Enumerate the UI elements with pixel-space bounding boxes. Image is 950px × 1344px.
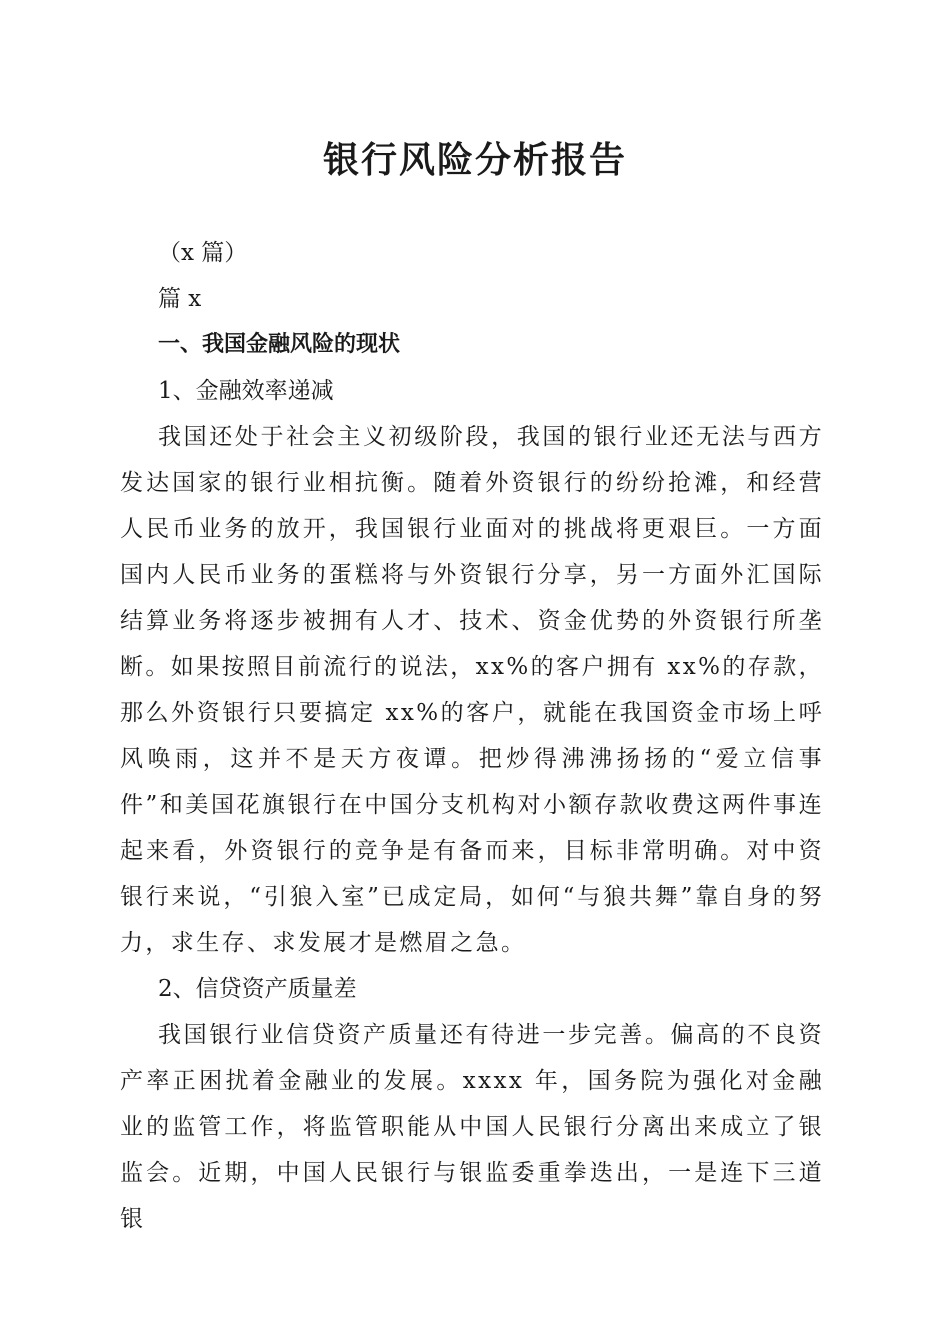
document-body bbox=[120, 230, 824, 1242]
item-heading-1: 1、金融效率递减 bbox=[158, 378, 334, 404]
part-label: 篇 x bbox=[158, 286, 202, 312]
subtitle: （x 篇） bbox=[158, 240, 248, 266]
paragraph-2: 我国银行业信贷资产质量还有待进一步完善。偏高的不良资产率正困扰着金融业的发展。xxxx 年，国务院为强化对金融业的监管工作，将监管职能从中国人民银行分离出来成立了银监会。近期，中国人民银行与银监委重拳迭出，一是连下三道银 bbox=[120, 1022, 824, 1232]
paragraph-1: 我国还处于社会主义初级阶段，我国的银行业还无法与西方发达国家的银行业相抗衡。随着外资银行的纷纷抢滩，和经营人民币业务的放开，我国银行业面对的挑战将更艰巨。一方面国内人民币业务的蛋糕将与外资银行分享，另一方面外汇国际结算业务将逐步被拥有人才、技术、资金优势的外资银行所垄断。如果按照目前流行的说法，xx%的客户拥有 xx%的存款，那么外资银行只要搞定 xx%的客户，就能在我国资金市场上呼风唤雨，这并不是天方夜谭。把炒得沸沸扬扬的“爱立信事件”和美国花旗银行在中国分支机构对小额存款收费这两件事连起来看，外资银行的竞争是有备而来，目标非常明确。对中资银行来说，“引狼入室”已成定局，如何“与狼共舞”靠自身的努力，求生存、求发展才是燃眉之急。 bbox=[120, 424, 824, 956]
section-heading: 一、我国金融风险的现状 bbox=[158, 332, 401, 357]
document-title: 银行风险分析报告 bbox=[322, 139, 627, 181]
item-heading-2: 2、信贷资产质量差 bbox=[158, 976, 357, 1002]
